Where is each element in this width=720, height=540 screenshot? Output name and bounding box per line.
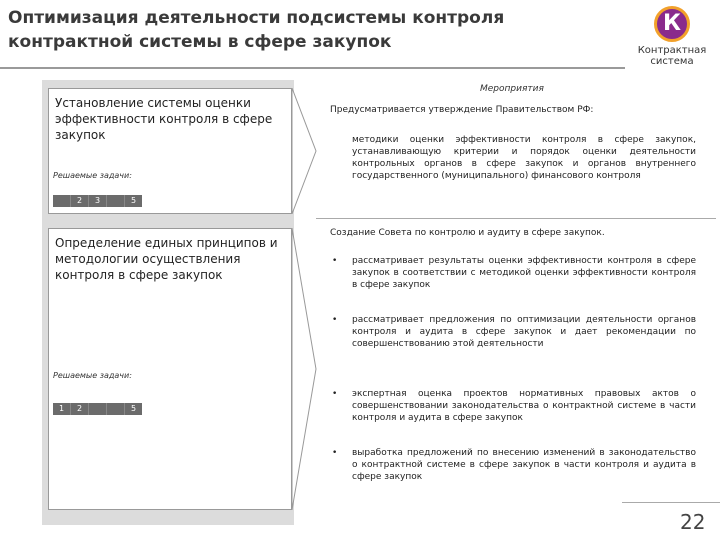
task-1-num bbox=[107, 195, 125, 207]
task-1-num bbox=[53, 195, 71, 207]
task-1-title: Установление системы оценки эффективности контроля в сфере закупок bbox=[55, 96, 273, 142]
arrow-right-icon bbox=[292, 228, 318, 510]
title-line-2: контрактной системы в сфере закупок bbox=[8, 32, 392, 52]
task-2-num bbox=[89, 403, 107, 415]
task-2-num bbox=[107, 403, 125, 415]
block-1-heading: Предусматривается утверждение Правительством РФ: bbox=[330, 105, 594, 115]
bullet-icon: • bbox=[332, 389, 338, 399]
bullet-icon: • bbox=[332, 256, 338, 266]
task-box-1 bbox=[48, 88, 292, 214]
task-2-title: Определение единых принципов и методологии осуществления контроля в сфере закупок bbox=[55, 236, 278, 282]
task-2-num: 5 bbox=[130, 404, 137, 413]
bullet-text: рассматривает результаты оценки эффективности контроля в сфере закупок в соответствии с методикой оценки эффективности контроля в сфере закупок bbox=[352, 256, 696, 290]
bullet-text: экспертная оценка проектов нормативных правовых актов о совершенствовании законодательства о контрактной системе в части контроля и аудита в сфере закупок bbox=[352, 389, 696, 423]
page-number-divider bbox=[622, 502, 720, 503]
measures-label: Мероприятия bbox=[480, 84, 544, 94]
bullet-icon: • bbox=[332, 448, 338, 458]
bullet-text: рассматривает предложения по оптимизации деятельности органов контроля и аудита в сфере закупок и дает рекомендации по совершенствованию этой деятельности bbox=[352, 315, 696, 349]
title-divider bbox=[0, 67, 625, 69]
task-2-sub: Решаемые задачи: bbox=[53, 371, 132, 380]
task-box-2 bbox=[48, 228, 292, 510]
title-line-1: Оптимизация деятельности подсистемы контроля bbox=[8, 8, 505, 28]
task-1-sub: Решаемые задачи: bbox=[53, 171, 132, 180]
task-1-num: 2 bbox=[71, 195, 89, 207]
logo-k-icon: К bbox=[654, 6, 690, 42]
block-2-heading: Создание Совета по контролю и аудиту в сфере закупок. bbox=[330, 228, 605, 238]
bullet-icon: • bbox=[332, 315, 338, 325]
bullet-text: выработка предложений по внесению изменений в законодательство о контрактной системе в сфере закупок в части контроля и аудита в сфере закупок bbox=[352, 448, 696, 482]
arrow-right-icon bbox=[292, 88, 318, 214]
task-1-num: 5 bbox=[130, 196, 137, 205]
task-1-num: 3 bbox=[89, 195, 107, 207]
logo-line-2: система bbox=[650, 56, 694, 67]
block-divider bbox=[316, 218, 716, 219]
slide-title bbox=[8, 6, 608, 54]
task-1-numbers bbox=[53, 195, 142, 207]
task-2-num: 2 bbox=[71, 403, 89, 415]
logo-line-1: Контрактная bbox=[637, 45, 707, 56]
task-2-numbers bbox=[53, 403, 142, 415]
block-1-body: методики оценки эффективности контроля в сфере закупок, устанавливающую критерии и порядок оценки деятельности контрольных органов в сфере закупок и органов внутреннего государственного (муниципального) финансового контроля bbox=[352, 135, 696, 181]
page-number: 22 bbox=[680, 510, 706, 534]
task-2-num: 1 bbox=[53, 403, 71, 415]
logo-text bbox=[624, 45, 720, 67]
logo bbox=[624, 6, 720, 76]
